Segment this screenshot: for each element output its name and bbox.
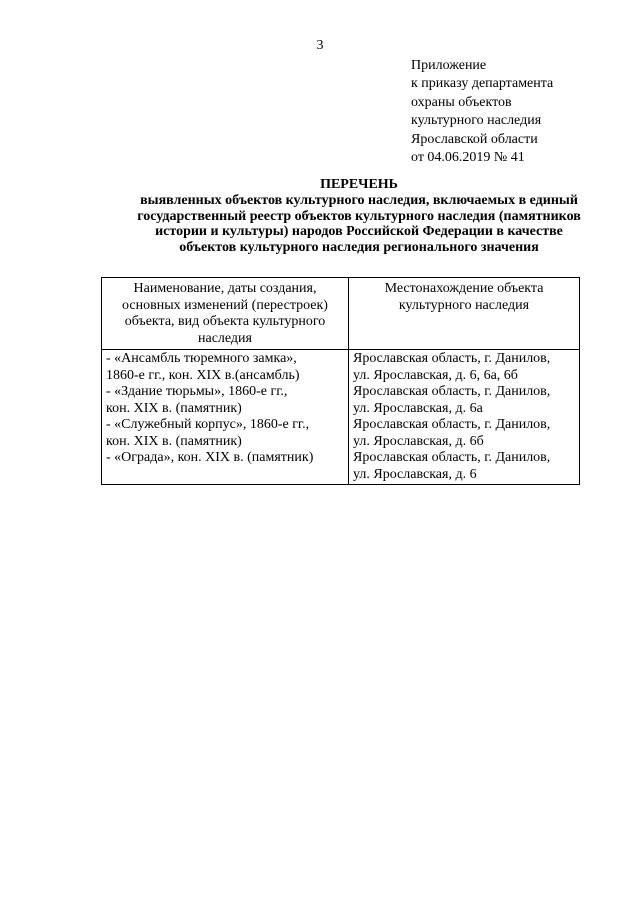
- object-locations-cell: [349, 350, 580, 485]
- page-number: 3: [316, 38, 324, 53]
- heritage-objects-table: [101, 277, 580, 485]
- location-line: Ярославская область, г. Данилов,: [353, 450, 551, 465]
- object-name-line: 1860-е гг., кон. XIX в.(ансамбль): [106, 367, 300, 383]
- title-line: истории и культуры) народов Российской Федерации в качестве: [155, 224, 563, 240]
- object-name-line: - «Ансамбль тюремного замка»,: [106, 351, 297, 366]
- header-line: Наименование, даты создания,: [133, 281, 317, 296]
- location-line: Ярославская область, г. Данилов,: [353, 417, 551, 432]
- object-name-line: кон. XIX в. (памятник): [106, 433, 242, 449]
- table-row: [102, 350, 580, 485]
- header-object-name: [102, 278, 349, 350]
- title-line: объектов культурного наследия регионального значения: [179, 240, 539, 256]
- header-line: культурного наследия: [398, 297, 530, 313]
- header-line: наследия: [198, 330, 252, 346]
- object-name-line: кон. XIX в. (памятник): [106, 400, 242, 416]
- object-name-line: - «Служебный корпус», 1860-е гг.,: [106, 417, 310, 432]
- header-line: объекта, вид объекта культурного: [124, 314, 326, 329]
- document-title: [100, 177, 618, 256]
- title-heading: ПЕРЕЧЕНЬ: [320, 177, 398, 192]
- object-name-line: - «Ограда», кон. XIX в. (памятник): [106, 450, 314, 465]
- header-object-location: [349, 278, 580, 350]
- annex-line: Приложение: [411, 58, 487, 73]
- annex-line: к приказу департамента: [411, 76, 554, 92]
- title-line: выявленных объектов культурного наследия, включаемых в единый: [140, 192, 578, 208]
- location-line: ул. Ярославская, д. 6б: [353, 433, 484, 449]
- location-line: ул. Ярославская, д. 6: [353, 466, 477, 482]
- object-name-line: - «Здание тюрьмы», 1860-е гг.,: [106, 384, 288, 399]
- annex-block: [411, 57, 631, 167]
- object-names-cell: [102, 350, 349, 485]
- table-header-row: [102, 278, 580, 350]
- location-line: Ярославская область, г. Данилов,: [353, 351, 551, 366]
- annex-line: культурного наследия: [411, 113, 542, 129]
- header-line: основных изменений (перестроек): [122, 297, 328, 313]
- title-line: государственный реестр объектов культурного наследия (памятников: [137, 208, 581, 224]
- annex-line: охраны объектов: [411, 94, 512, 110]
- location-line: ул. Ярославская, д. 6, 6а, 6б: [353, 367, 518, 383]
- annex-line: от 04.06.2019 № 41: [411, 150, 525, 166]
- header-line: Местонахождение объекта: [384, 281, 544, 296]
- location-line: Ярославская область, г. Данилов,: [353, 384, 551, 399]
- location-line: ул. Ярославская, д. 6а: [353, 400, 483, 416]
- annex-line: Ярославской области: [411, 131, 538, 147]
